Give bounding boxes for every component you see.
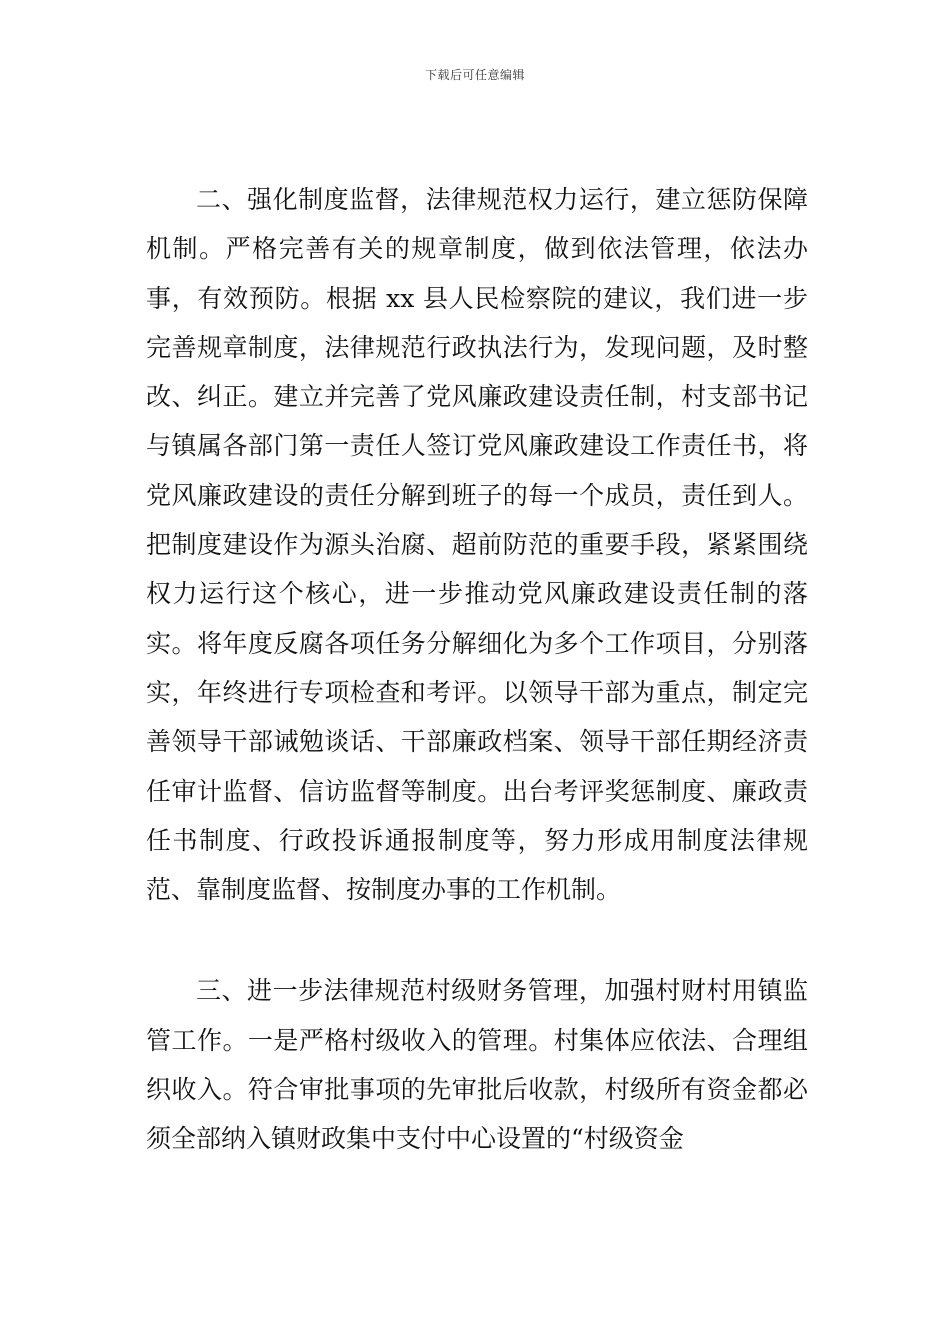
- paragraph-section-three: 三、进一步法律规范村级财务管理，加强村财村用镇监管工作。一是严格村级收入的管理。村集体应依法、合理组织收入。符合审批事项的先审批后收款，村级所有资金都必须全部纳入镇财政集中支付中心设置的“村级资金: [146, 976, 808, 1154]
- paragraph-section-two: 二、强化制度监督，法律规范权力运行，建立惩防保障机制。严格完善有关的规章制度，做到依法管理，依法办事，有效预防。根据 xx 县人民检察院的建议，我们进一步完善规章制度，法律规范行政执法行为，发现问题，及时整改、纠正。建立并完善了党风廉政建设责任制，村支部书记与镇属各部门第一责任人签订党风廉政建设工作责任书，将党风廉政建设的责任分解到班子的每一个成员，责任到人。把制度建设作为源头治腐、超前防范的重要手段，紧紧围绕权力运行这个核心，进一步推动党风廉政建设责任制的落实。将年度反腐各项任务分解细化为多个工作项目，分别落实，年终进行专项检查和考评。以领导干部为重点，制定完善领导干部诫勉谈话、干部廉政档案、领导干部任期经济责任审计监督、信访监督等制度。出台考评奖惩制度、廉政责任书制度、行政投诉通报制度等，努力形成用制度法律规范、靠制度监督、按制度办事的工作机制。: [146, 185, 808, 905]
- document-body: [146, 175, 808, 1164]
- download-note: 下载后可任意编辑: [424, 68, 525, 82]
